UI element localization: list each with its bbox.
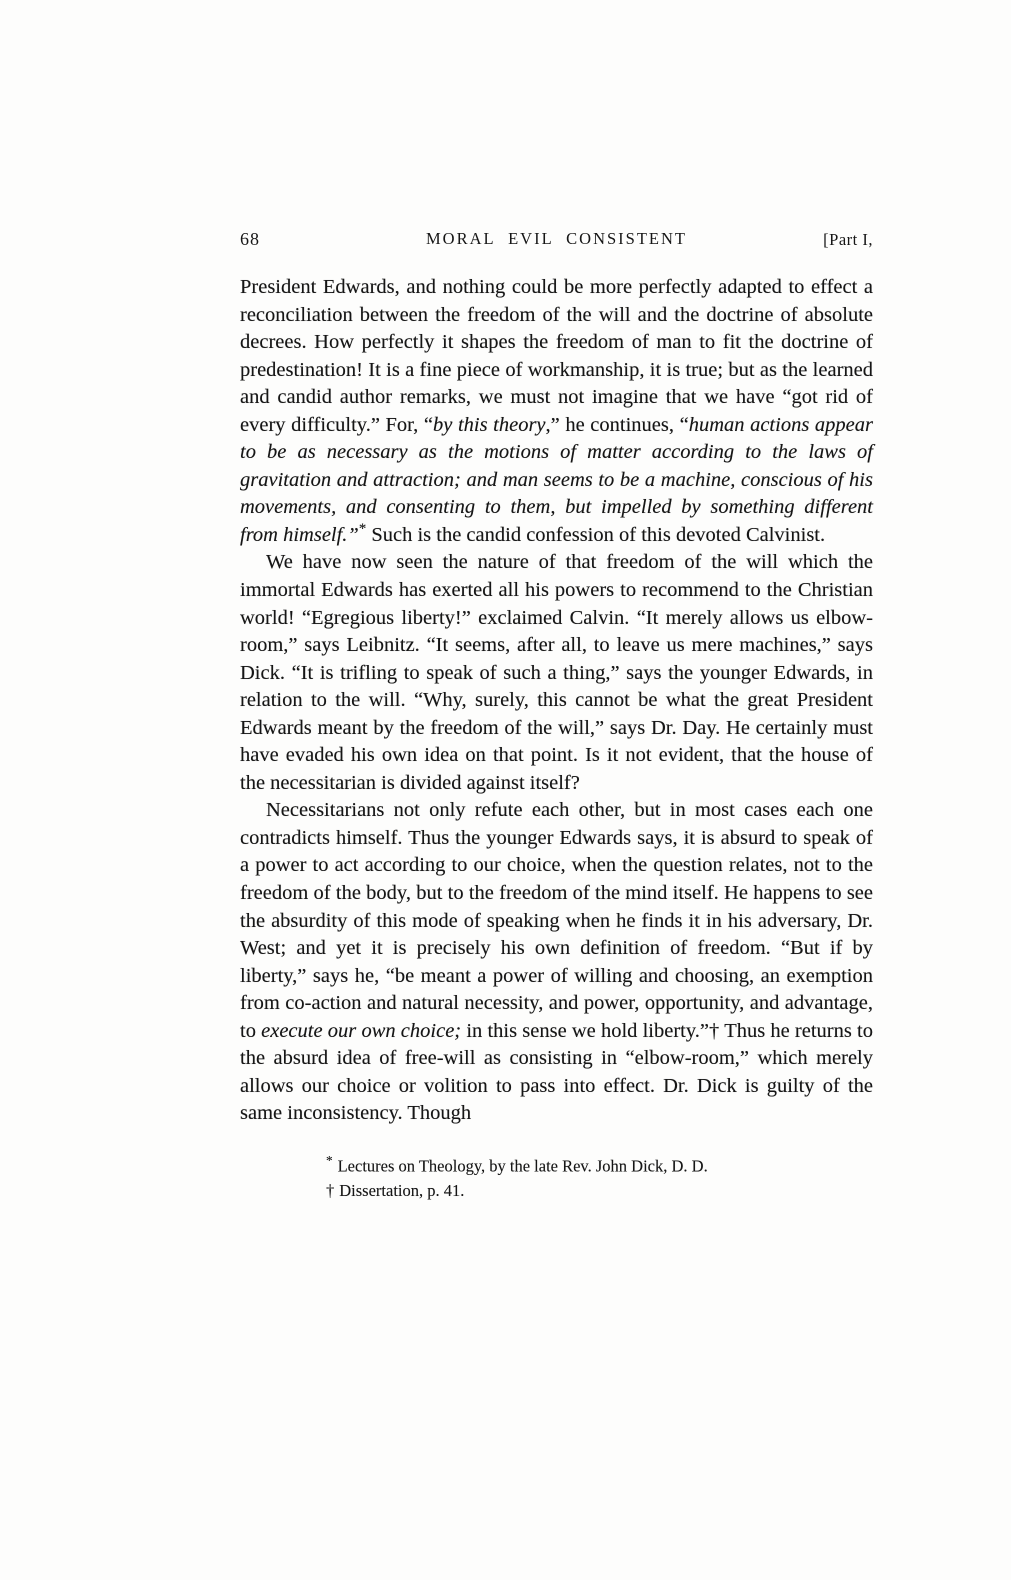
text-segment: Such is the candid confession of this devoted Calvinist. [366,523,826,546]
page-number: 68 [240,229,260,249]
footnotes [326,1149,873,1204]
paragraph-1 [240,274,873,549]
text-segment: in this sense we hold liberty.”† Thus he returns to the absurd idea of free-will as consisting in “elbow-room,” which merely allows our choice or volition to pass into effect. Dr. Dick is guilty of the same inconsistency. Though [240,1019,873,1125]
text-segment: ,” he continues, “ [545,413,689,436]
footnote-1 [326,1149,873,1179]
footnote-text: Lectures on Theology, by the late Rev. John Dick, D. D. [337,1156,708,1176]
footnote-marker-dagger: † [326,1180,335,1200]
page-body [240,274,873,1128]
text-segment: We have now seen the nature of that freedom of the will which the immortal Edwards has exerted all his powers to recommend to the Christian world! “Egregious liberty!” exclaimed Calvin. “It merely allows us elbow-room,” says Leibnitz. “It seems, after all, to leave us mere machines,” says Dick. “It is trifling to speak of such a thing,” says the younger Edwards, in relation to the will. “Why, surely, this cannot be what the great President Edwards meant by the freedom of the will,” says Dr. Day. He certainly must have evaded his own idea on that point. Is it not evident, that the house of the necessitarian is divided against itself? [240,551,873,794]
part-label: [Part I, [823,230,873,249]
text-segment-italic: by this theory [433,413,546,436]
footnote-text: Dissertation, p. 41. [339,1180,465,1200]
footnote-marker-asterisk: * [326,1152,333,1168]
footnote-reference-asterisk: * [358,521,367,538]
text-segment: President Edwards, and nothing could be more perfectly adapted to effect a reconciliation between the freedom of the will and the doctrine of absolute decrees. How perfectly it shapes the freedom of man to fit the doctrine of predestination! It is a fine piece of workmanship, it is true; but as the learned and candid author remarks, we must not imagine that we have “got rid of every difficulty.” For, “ [240,276,873,436]
running-title: MORAL EVIL CONSISTENT [425,229,688,248]
paragraph-2 [240,549,873,797]
page-header [240,229,873,251]
paragraph-3 [240,797,873,1128]
footnote-2 [326,1179,873,1204]
text-segment-italic: execute our own choice; [261,1019,462,1042]
text-segment-italic: human actions appear to be as necessary as the motions of matter according to the laws of gravitation and attraction; and man seems to be a machine, conscious of his movements, and consenting to them, but impelled by something different from himself.” [240,413,873,546]
text-segment: Necessitarians not only refute each other, but in most cases each one contradicts himself. Thus the younger Edwards says, it is absurd to speak of a power to act according to our choice, when the question relates, not to the freedom of the body, but to the freedom of the mind itself. He happens to see the absurdity of this mode of speaking when he finds it in his adversary, Dr. West; and yet it is precisely his own definition of freedom. “But if by liberty,” says he, “be meant a power of willing and choosing, an exemption from co-action and natural necessity, and power, opportunity, and advantage, to [240,799,873,1042]
